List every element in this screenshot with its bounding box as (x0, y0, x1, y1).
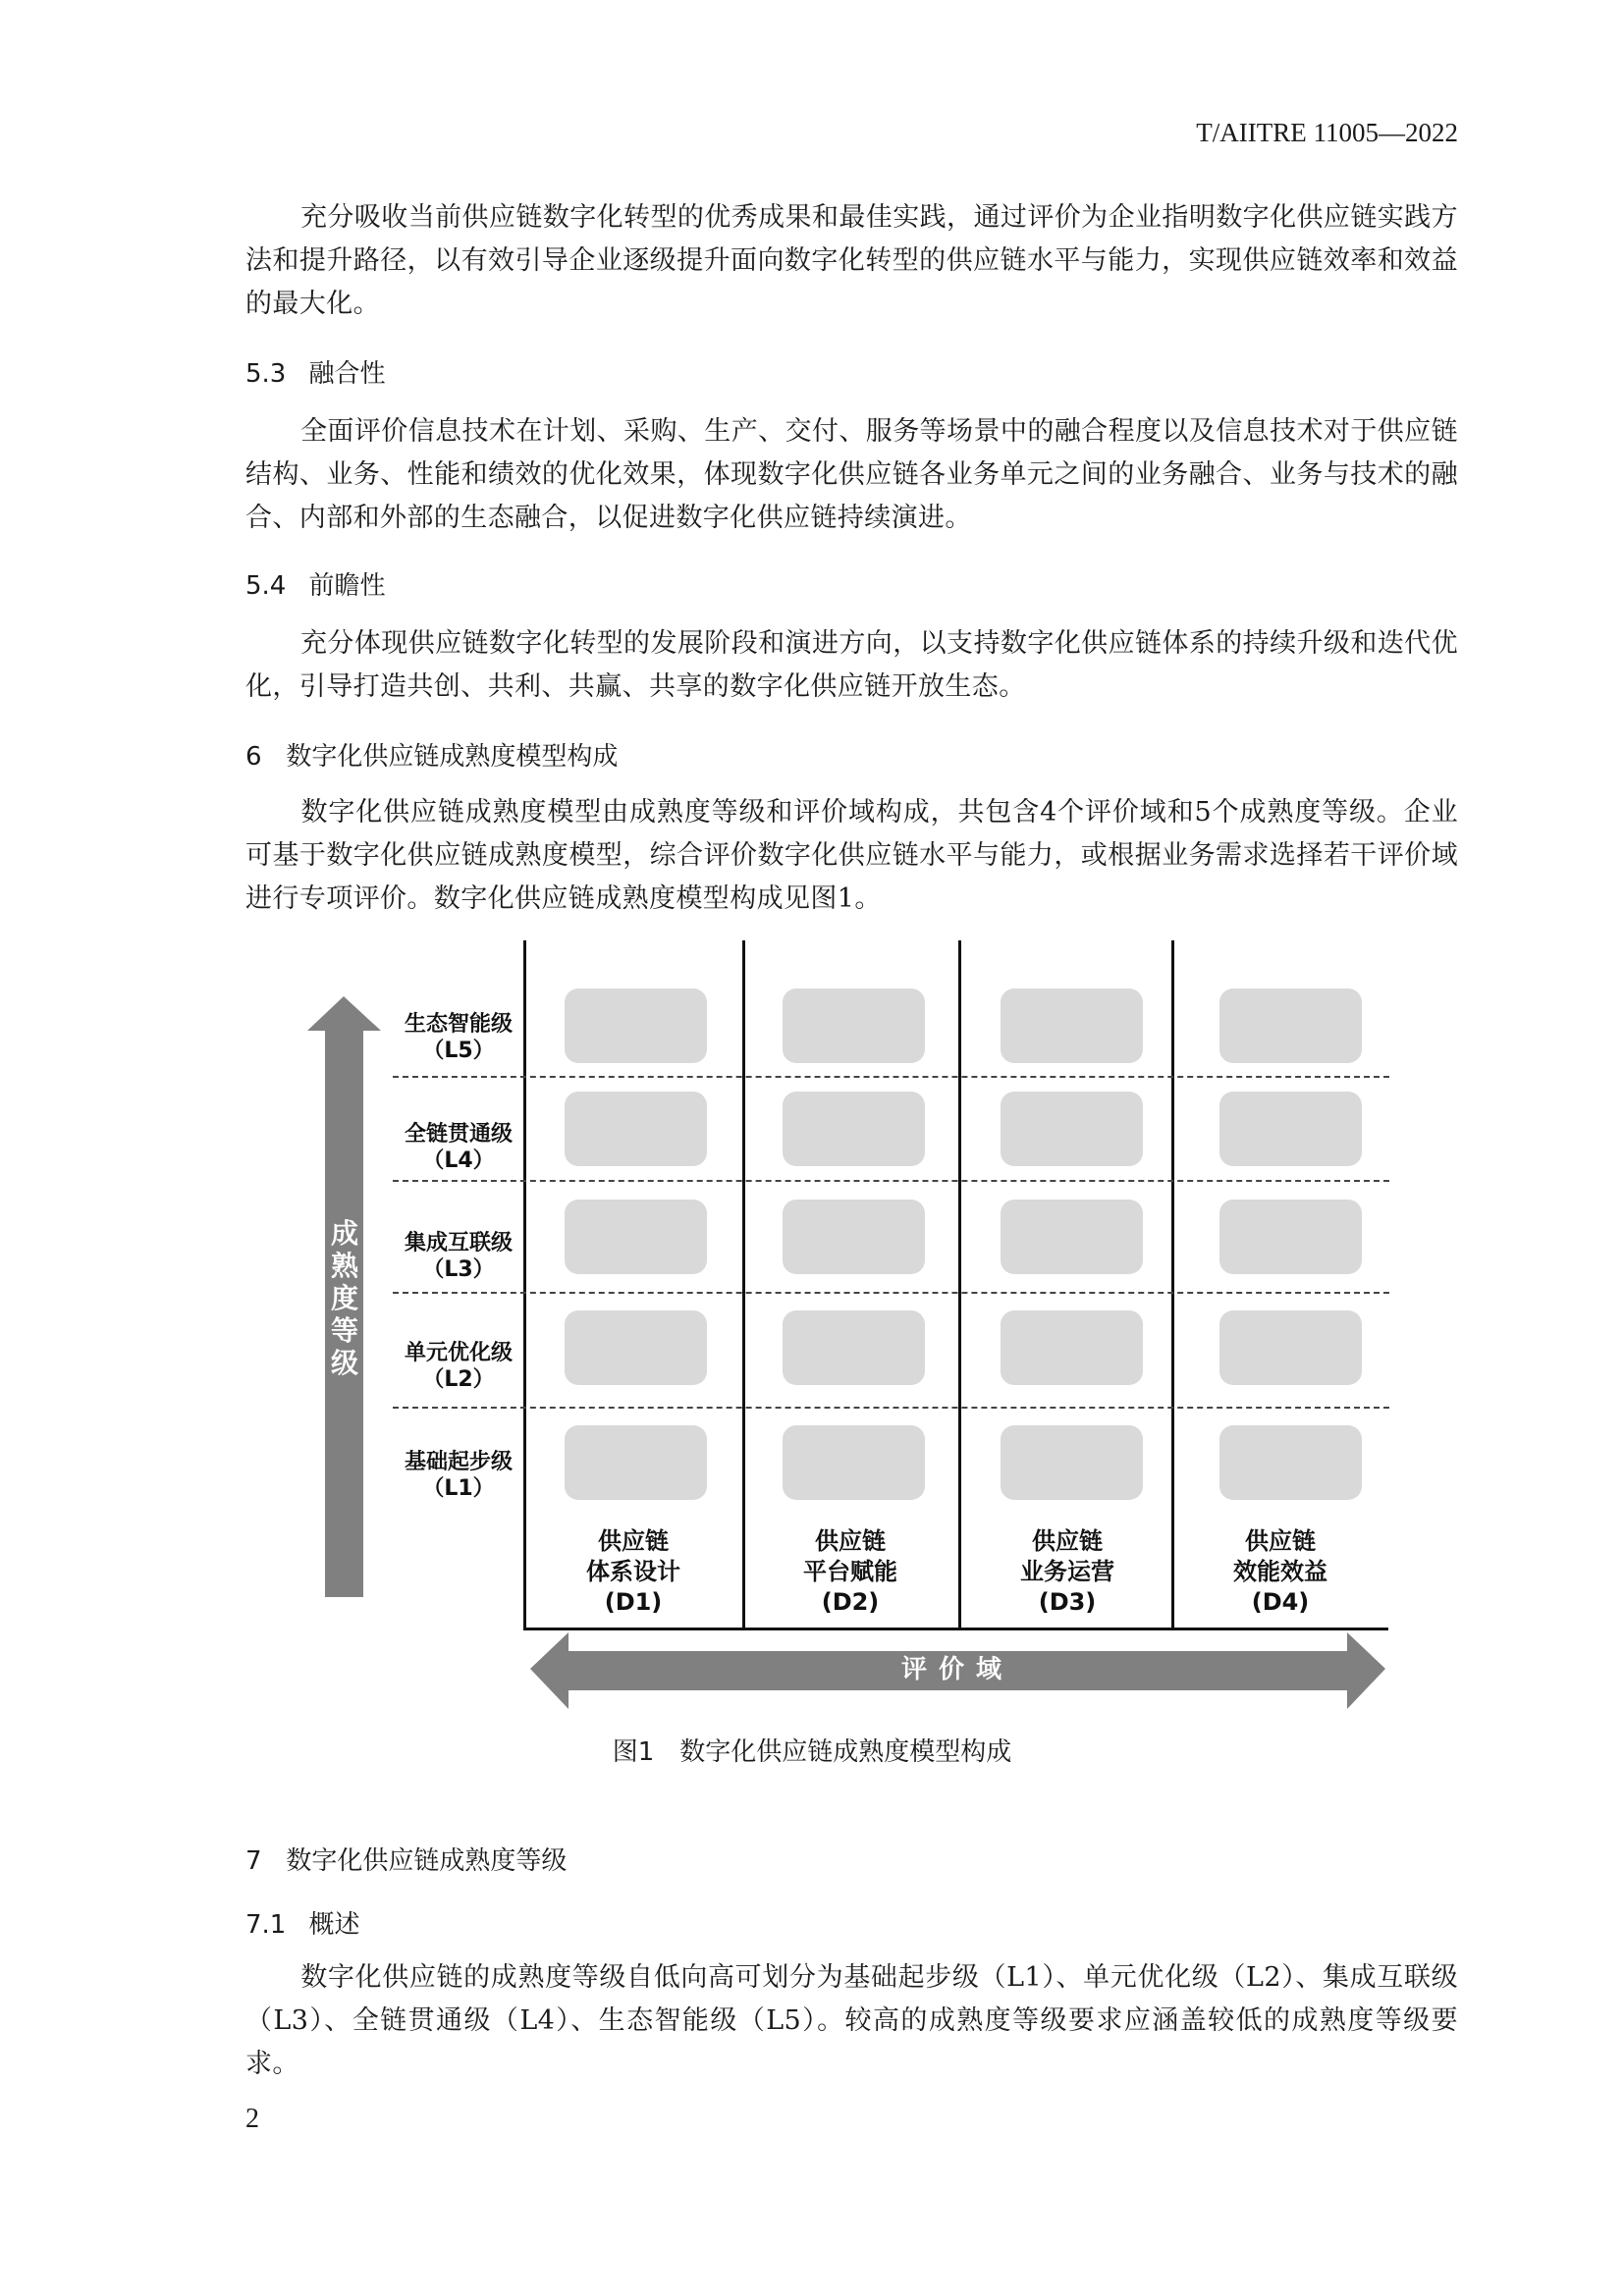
domain-label-d2: 供应链 平台赋能 (D2) (803, 1527, 897, 1616)
section-5-4-heading: 5.4 前瞻性 (245, 571, 386, 601)
grid-line (958, 940, 961, 1629)
grid-baseline (523, 1628, 1388, 1630)
level-label-l4: 全链贯通级 （L4） (404, 1122, 513, 1173)
document-code: T/AIITRE 11005—2022 (1196, 118, 1458, 147)
domain-label-d3: 供应链 业务运营 (D3) (1020, 1527, 1114, 1616)
cell-d1-l3 (565, 1200, 707, 1274)
section-5-3-paragraph: 全面评价信息技术在计划、采购、生产、交付、服务等场景中的融合程度以及信息技术对于供应链结构、业务、性能和绩效的优化效果，体现数字化供应链各业务单元之间的业务融合、业务与技术的融合、内部和外部的生态融合，以促进数字化供应链持续演进。 (245, 416, 1458, 533)
intro-paragraph: 充分吸收当前供应链数字化转型的优秀成果和最佳实践，通过评价为企业指明数字化供应链实践方法和提升路径，以有效引导企业逐级提升面向数字化转型的供应链水平与能力，实现供应链效率和效益的最大化。 (245, 202, 1458, 319)
vertical-axis-label: 成 熟 度 等 级 (330, 1217, 358, 1379)
cell-d2-l4 (783, 1092, 925, 1166)
section-7-heading: 7 数字化供应链成熟度等级 (245, 1846, 568, 1876)
section-7-1-heading: 7.1 概述 (245, 1910, 360, 1940)
cell-d2-l2 (783, 1310, 925, 1385)
cell-d2-l5 (783, 988, 925, 1063)
cell-d4-l5 (1219, 988, 1362, 1063)
cell-d3-l1 (1001, 1425, 1143, 1500)
page-number: 2 (245, 2104, 259, 2134)
section-6-paragraph: 数字化供应链成熟度模型由成熟度等级和评价域构成，共包含4个评价域和5个成熟度等级。企业可基于数字化供应链成熟度模型，综合评价数字化供应链水平与能力，或根据业务需求选择若干评价域进行专项评价。数字化供应链成熟度模型构成见图1。 (245, 797, 1458, 914)
section-7-1-paragraph: 数字化供应链的成熟度等级自低向高可划分为基础起步级（L1）、单元优化级（L2）、集成互联级（L3）、全链贯通级（L4）、生态智能级（L5）。较高的成熟度等级要求应涵盖较低的成熟度等级要求。 (245, 1962, 1458, 2079)
grid-line (742, 940, 745, 1629)
domain-label-d4: 供应链 效能效益 (D4) (1233, 1527, 1327, 1616)
section-6-heading: 6 数字化供应链成熟度模型构成 (245, 742, 619, 772)
cell-d3-l5 (1001, 988, 1143, 1063)
figure-caption: 图1 数字化供应链成熟度模型构成 (612, 1737, 1012, 1767)
cell-d3-l3 (1001, 1200, 1143, 1274)
cell-d4-l2 (1219, 1310, 1362, 1385)
level-divider (393, 1407, 1389, 1409)
level-label-l1: 基础起步级 （L1） (404, 1450, 513, 1501)
grid-line (1171, 940, 1174, 1629)
domain-label-d1: 供应链 体系设计 (D1) (586, 1527, 680, 1616)
level-label-l2: 单元优化级 （L2） (404, 1341, 513, 1392)
level-divider (393, 1076, 1389, 1078)
cell-d3-l4 (1001, 1092, 1143, 1166)
cell-d4-l3 (1219, 1200, 1362, 1274)
section-5-4-paragraph: 充分体现供应链数字化转型的发展阶段和演进方向，以支持数字化供应链体系的持续升级和迭代优化，引导打造共创、共利、共赢、共享的数字化供应链开放生态。 (245, 628, 1458, 702)
level-label-l5: 生态智能级 （L5） (404, 1012, 513, 1063)
cell-d4-l1 (1219, 1425, 1362, 1500)
cell-d1-l5 (565, 988, 707, 1063)
cell-d1-l2 (565, 1310, 707, 1385)
cell-d1-l1 (565, 1425, 707, 1500)
cell-d2-l1 (783, 1425, 925, 1500)
level-divider (393, 1180, 1389, 1182)
cell-d1-l4 (565, 1092, 707, 1166)
section-5-3-heading: 5.3 融合性 (245, 359, 386, 389)
horizontal-axis-label: 评价域 (900, 1655, 1013, 1684)
cell-d2-l3 (783, 1200, 925, 1274)
cell-d3-l2 (1001, 1310, 1143, 1385)
level-divider (393, 1292, 1389, 1294)
level-label-l3: 集成互联级 （L3） (404, 1231, 513, 1282)
cell-d4-l4 (1219, 1092, 1362, 1166)
